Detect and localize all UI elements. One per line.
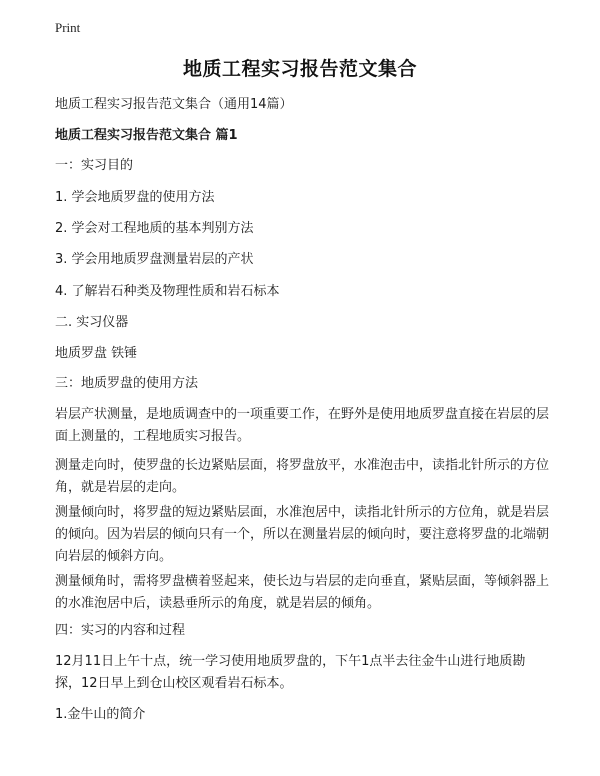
document-subtitle: 地质工程实习报告范文集合（通用14篇）: [55, 97, 293, 112]
usage-paragraph-1: 岩层产状测量，是地质调查中的一项重要工作，在野外是使用地质罗盘直接在岩层的层面上测量的，工程地质实习报告。: [55, 407, 550, 444]
usage-paragraph-4: 测量倾角时，需将罗盘横着竖起来，使长边与岩层的走向垂直，紧贴层面，等倾斜器上的水准泡居中后，读悬垂所示的角度，就是岩层的倾角。: [55, 574, 550, 611]
purpose-item-4: 4. 了解岩石种类及物理性质和岩石标本: [55, 284, 280, 299]
document-title: 地质工程实习报告范文集合: [182, 58, 417, 80]
usage-paragraph-3: 测量倾向时，将罗盘的短边紧贴层面，水准泡居中，读指北针所示的方位角，就是岩层的倾向。因为岩层的倾向只有一个，所以在测量岩层的倾向时，要注意将罗盘的北端朝向岩层的倾斜方向。: [55, 505, 550, 564]
heading-jinniu-intro: 1.金牛山的简介: [55, 707, 146, 722]
purpose-item-1: 1. 学会地质罗盘的使用方法: [55, 190, 215, 205]
heading-process: 四：实习的内容和过程: [55, 623, 186, 638]
section-heading: 地质工程实习报告范文集合 篇1: [55, 128, 238, 143]
purpose-item-2: 2. 学会对工程地质的基本判别方法: [55, 221, 254, 236]
usage-paragraph-2: 测量走向时，使罗盘的长边紧贴层面，将罗盘放平，水准泡击中，读指北针所示的方位角，就是岩层的走向。: [55, 458, 550, 495]
print-label[interactable]: Print: [55, 20, 81, 35]
process-paragraph: 12月11日上午十点，统一学习使用地质罗盘的，下午1点半去往金牛山进行地质勘探，12日早上到仓山校区观看岩石标本。: [55, 654, 526, 691]
heading-instruments: 二. 实习仪器: [55, 315, 129, 330]
purpose-item-3: 3. 学会用地质罗盘测量岩层的产状: [55, 252, 254, 267]
heading-usage: 三：地质罗盘的使用方法: [55, 376, 199, 391]
heading-purpose: 一：实习目的: [55, 158, 134, 173]
instruments-text: 地质罗盘 铁锤: [55, 346, 138, 361]
